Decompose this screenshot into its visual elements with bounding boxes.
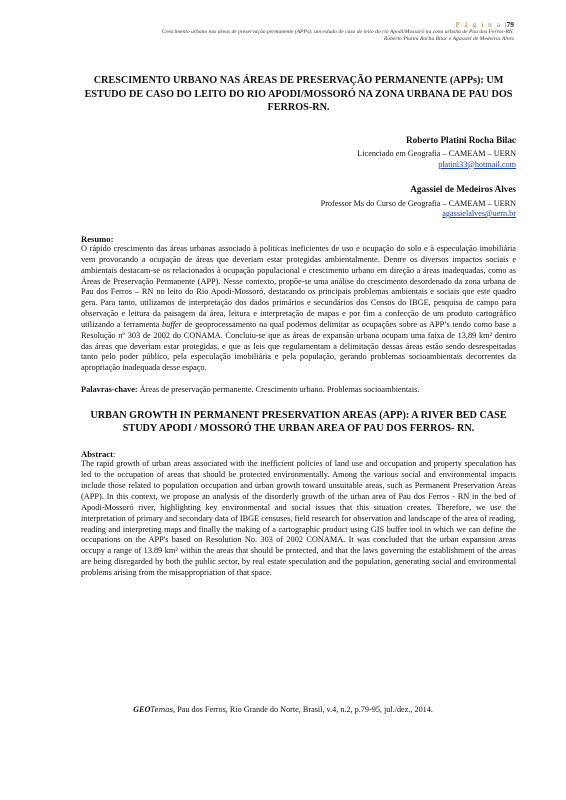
author-2-name: Agassiel de Medeiros Alves — [410, 184, 516, 194]
running-head-line-1: Crescimento urbano nas áreas de preservação permanente (APPs): um estudo de caso do leito do rio Apodi/Mossoró na zona urbana de Pau dos Ferros-RN. — [161, 29, 514, 35]
page-separator: | — [504, 20, 507, 29]
keywords-label: Palavras-chave: — [81, 385, 138, 395]
resumo-italic-term: buffer — [162, 319, 182, 329]
author-1-name: Roberto Platini Rocha Bilac — [406, 134, 516, 145]
page-number-line — [162, 20, 514, 29]
abstract-colon: : — [112, 448, 116, 459]
page-number: 79 — [506, 20, 514, 29]
author-1-email-link[interactable]: platini33@hotmail.com — [438, 159, 516, 169]
abstract-text: The rapid growth of urban areas associated with the inefficient policies of land use and occupation and property speculation has led to the occupation of areas that should be protected environmentally. Among the various social and environmental impacts include those related to population occupation and urban growth toward unsuitable areas, such as Permanent Preservation Areas (APP). In this context, we propose an analysis of the disorderly growth of the urban area of Pau dos Ferros - RN in the bed of Apodi-Mossoró river, highlighting key environmental and social issues that this situation creates. Therefore, we use the interpretation of primary and secondary data of IBGE censuses, field research for observation and landscape of the area of reading, reading and interpreting maps and finally the making of a cartographic product using GIS buffer tool in which we can define the occupations on the APP's based on Resolution No. 303 of 2002 CONAMA. It was concluded that the urban expansion areas occupy a range of 13.89 km² within the areas that should be protected, and that the laws governing the establishment of the areas are being disregarded by both the public sector, by real estate speculation and the population, generating social and environmental problems arising from the misappropriation of that space. — [81, 459, 516, 578]
author-2-email-link[interactable]: agassielalves@uern.br — [442, 209, 516, 218]
resumo-text — [81, 244, 516, 374]
article-title-pt: CRESCIMENTO URBANO NAS ÁREAS DE PRESERVAÇÃO PERMANENTE (APPs): UM ESTUDO DE CASO DO LEITO DO RIO APODI/MOSSORÓ NA ZONA URBANA DE PAU DOS FERROS-RN. — [84, 75, 513, 113]
author-2 — [81, 184, 516, 220]
keywords — [81, 385, 516, 396]
resumo-heading: Resumo: — [81, 233, 114, 244]
author-1 — [81, 135, 516, 171]
page-footer — [0, 705, 566, 714]
abstract-heading — [81, 449, 516, 460]
footer-citation: , Pau dos Ferros, Rio Grande do Norte, Brasil, v.4, n.2, p.79-95, jul./dez., 2014. — [173, 705, 433, 714]
running-head-line-2: Roberto Platini Rocha Bilac e Agassiel de Medeiros Alves — [383, 36, 514, 42]
keywords-text: Áreas de preservação permanente. Crescimento urbano. Problemas socioambientais. — [137, 385, 420, 395]
resumo-text-part-1: O rápido crescimento das áreas urbanas associado à politicas ineficientes de uso e ocupação do solo e à especulação imobiliária vem provocando a ocupação de áreas que deveriam estar protegidas ambientalmente. Dentre os diversos impactos sociais e ambientais destacam-se os relacionados à ocupação populacional e crescimento urbano em direção a áreas inadequadas, como as Áreas de Preservação Permanente (APP). Nesse contexto, propõe-se uma análise do crescimento desordenado da zona urbana de Pau dos Ferros – RN no leito do Rio Apodi-Mossoró, destacando os principais problemas ambientais e sociais que este quadro gera. Para tanto, utilizamos de interpretação dos dados primários e secundários dos Censos do IBGE, pesquisa de campo para observação e leitura da paisagem da área, leitura e interpretação de mapas e por fim a confecção de um produto cartográfico utilizando a ferramenta — [81, 244, 516, 329]
page-label: P á g i n a — [455, 20, 502, 29]
author-2-affiliation: Professor Ms do Curso de Geografia – CAMEAM – UERN — [320, 198, 516, 208]
author-1-affiliation: Licenciado em Geografia – CAMEAM – UERN — [357, 149, 516, 158]
journal-name-suffix: Temas — [150, 706, 174, 714]
page-header — [162, 20, 514, 43]
article-content — [81, 74, 516, 579]
journal-name-prefix: GEO — [133, 705, 151, 714]
article-title-en: URBAN GROWTH IN PERMANENT PRESERVATION AREAS (APP): A RIVER BED CASE STUDY APODI / MOSSORÓ THE URBAN AREA OF PAU DOS FERROS- RN. — [90, 409, 507, 435]
abstract-label: Abstract — [81, 448, 113, 459]
resumo-text-part-2: de geoprocessamento na qual podemos delimitar as ocupações sobre as APP’s tendo como base a Resolução nº 303 de 2002 do CONAMA. Concluiu-se que as áreas de expansão urbana ocupam uma faixa de 13,89 km² dentro das áreas que deveriam estar protegidas, e que as leis que regulamentam a delimitação dessas áreas estão sendo desrespeitadas tanto pelo poder público, pela especulação imobiliária e pela população, gerando problemas socioambientais decorrentes da apropriação inadequada desse espaço. — [81, 319, 517, 373]
